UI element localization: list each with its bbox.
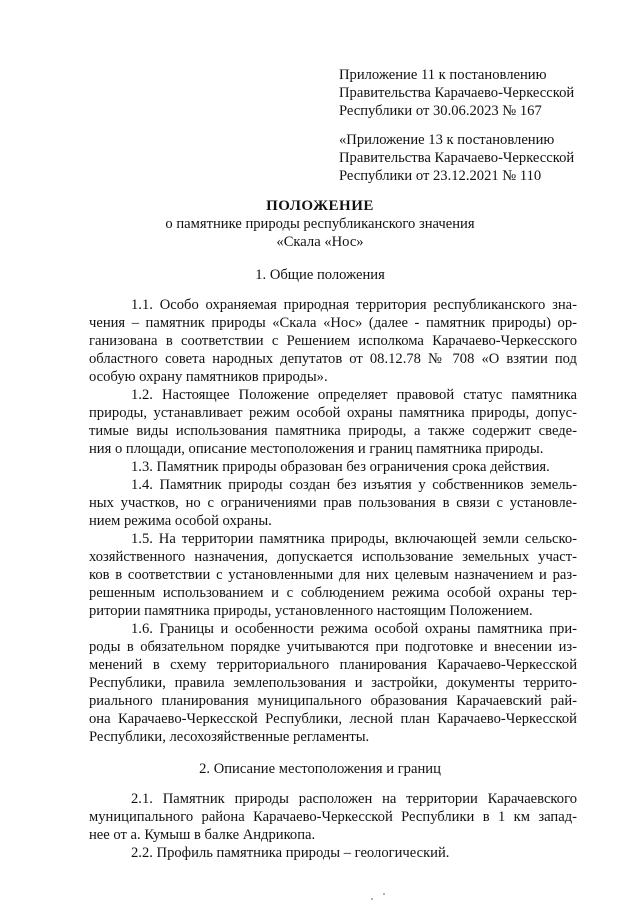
paragraph-line: ганизована в соответствии с Решением исполкома Карачаево-Черкесского: [89, 333, 577, 349]
paragraph-line: тимые виды использования памятника природы, а также содержит сведе-: [89, 423, 577, 439]
paragraph-line: особую охрану памятников природы».: [89, 369, 328, 385]
paragraph-line: ния о площади, описание местоположения и границ памятника природы.: [89, 441, 544, 457]
annex-line: Правительства Карачаево-Черкесской: [339, 85, 575, 101]
paragraph-line: Республики, правила землепользования и застройки, документы террито-: [89, 675, 577, 691]
paragraph-line: областного совета народных депутатов от 08.12.78 № 708 «О взятии под: [89, 351, 577, 367]
paragraph-line: менений в схему территориального планирования Карачаево-Черкесской: [89, 657, 577, 673]
annex-line: Приложение 11 к постановлению: [339, 67, 547, 83]
scan-speck: [383, 893, 385, 895]
paragraph-line: 1.4. Памятник природы создан без изъятия у собственников земель-: [131, 477, 577, 493]
scan-speck: [371, 898, 373, 900]
paragraph-line: 1.2. Настоящее Положение определяет правовой статус памятника: [131, 387, 577, 403]
paragraph-line: нее от а. Кумыш в балке Андрикопа.: [89, 827, 316, 843]
paragraph-line: чения – памятник природы «Скала «Нос» (далее - памятник природы) ор-: [89, 315, 577, 331]
paragraph-line: она Карачаево-Черкесской Республики, лесной план Карачаево-Черкесской: [89, 711, 577, 727]
paragraph-line: роды в обязательном порядке учитываются при подготовке и внесении из-: [89, 639, 577, 655]
paragraph-line: муниципального района Карачаево-Черкесской Республики в 1 км запад-: [89, 809, 577, 825]
paragraph-line: 2.1. Памятник природы расположен на территории Карачаевского: [131, 791, 577, 807]
paragraph-line: 1.3. Памятник природы образован без ограничения срока действия.: [131, 459, 550, 475]
paragraph-line: 1.1. Особо охраняемая природная территория республиканского зна-: [131, 297, 577, 313]
paragraph-line: ритории памятника природы, установленного настоящим Положением.: [89, 603, 533, 619]
document-subtitle: «Скала «Нос»: [276, 234, 364, 250]
section-heading: 1. Общие положения: [255, 267, 385, 283]
document-subtitle: о памятнике природы республиканского значения: [165, 216, 475, 232]
paragraph-line: нием режима особой охраны.: [89, 513, 272, 529]
paragraph-line: 1.6. Границы и особенности режима особой охраны памятника при-: [131, 621, 577, 637]
previous-annex-line: Правительства Карачаево-Черкесской: [339, 150, 575, 166]
previous-annex-line: Республики от 23.12.2021 № 110: [339, 168, 542, 184]
previous-annex-line: «Приложение 13 к постановлению: [339, 132, 555, 148]
paragraph-line: Республики, лесохозяйственные регламенты.: [89, 729, 370, 745]
paragraph-line: риального планирования муниципального образования Карачаевский рай-: [89, 693, 577, 709]
paragraph-line: хозяйственного назначения, допускается использование земельных участ-: [89, 549, 577, 565]
document-title: ПОЛОЖЕНИЕ: [266, 198, 374, 214]
paragraph-line: 1.5. На территории памятника природы, включающей земли сельско-: [131, 531, 577, 547]
annex-line: Республики от 30.06.2023 № 167: [339, 103, 542, 119]
paragraph-line: 2.2. Профиль памятника природы – геологический.: [131, 845, 450, 861]
paragraph-line: ных участков, но с ограничениями прав пользования в связи с установле-: [89, 495, 577, 511]
paragraph-line: решенным использованием и с соблюдением режима особой охраны тер-: [89, 585, 577, 601]
paragraph-line: природы, устанавливает режим особой охраны памятника природы, допус-: [89, 405, 577, 421]
paragraph-line: ков в соответствии с установленными для них целевым назначением и раз-: [89, 567, 577, 583]
section-heading: 2. Описание местоположения и границ: [199, 761, 441, 777]
